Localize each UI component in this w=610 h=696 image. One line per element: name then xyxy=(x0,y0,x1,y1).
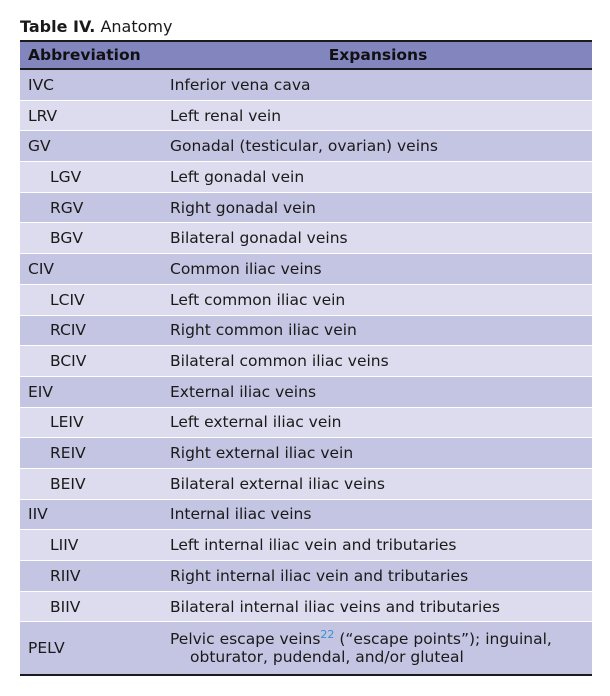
reference-link[interactable]: 22 xyxy=(320,628,335,642)
table-row xyxy=(20,162,592,193)
abbreviation-cell: CIV xyxy=(28,259,54,278)
table-row xyxy=(20,284,592,315)
abbreviation-cell: BEIV xyxy=(50,474,86,493)
abbreviation-cell: LRV xyxy=(28,106,58,125)
table-row xyxy=(20,100,592,131)
table-label: Table IV. xyxy=(20,17,96,36)
abbreviation-cell: GV xyxy=(28,137,51,156)
table-row xyxy=(20,499,592,530)
expansion-cell: Left external iliac vein xyxy=(170,413,342,432)
table-row xyxy=(20,530,592,561)
expansion-cell: Bilateral common iliac veins xyxy=(170,352,389,371)
abbreviation-cell: RIIV xyxy=(50,566,81,585)
abbreviation-cell: REIV xyxy=(50,444,86,463)
table-row xyxy=(20,438,592,469)
expansion-cell: Left internal iliac vein and tributaries xyxy=(170,536,457,555)
expansion-cell: Gonadal (testicular, ovarian) veins xyxy=(170,137,438,156)
table-row xyxy=(20,254,592,285)
expansions-header: Expansions xyxy=(328,46,428,64)
abbreviation-cell: EIV xyxy=(28,382,53,401)
abbreviation-cell: LEIV xyxy=(50,413,84,432)
expansion-cell: Right common iliac vein xyxy=(170,321,357,340)
abbreviation-cell: LCIV xyxy=(50,290,85,309)
abbreviation-table xyxy=(20,40,592,676)
abbreviation-cell: LIIV xyxy=(50,536,79,555)
table-row xyxy=(20,591,592,622)
expansion-cell xyxy=(164,622,592,676)
table-row xyxy=(20,376,592,407)
expansion-cell: Right internal iliac vein and tributaries xyxy=(170,566,469,585)
expansion-cell: Common iliac veins xyxy=(170,259,322,278)
table-container xyxy=(20,16,592,676)
table-row xyxy=(20,622,592,676)
table-row xyxy=(20,69,592,100)
table-row xyxy=(20,407,592,438)
table-row xyxy=(20,131,592,162)
table-row xyxy=(20,223,592,254)
abbreviation-cell: RGV xyxy=(50,198,84,217)
abbreviation-cell: BCIV xyxy=(50,352,87,371)
abbreviation-cell: BIIV xyxy=(50,597,81,616)
abbreviation-cell: PELV xyxy=(28,639,65,658)
abbreviation-header: Abbreviation xyxy=(28,46,141,64)
expansion-cell: Right external iliac vein xyxy=(170,444,354,463)
expansion-cell: Bilateral external iliac veins xyxy=(170,474,385,493)
expansion-cell: Internal iliac veins xyxy=(170,505,312,524)
abbreviation-cell: BGV xyxy=(50,229,83,248)
table-row xyxy=(20,561,592,592)
header-row xyxy=(20,41,592,69)
table-caption xyxy=(20,16,592,40)
expansion-text: Pelvic escape veins xyxy=(170,630,321,649)
table-row xyxy=(20,315,592,346)
table-row xyxy=(20,346,592,377)
abbreviation-cell: RCIV xyxy=(50,321,86,340)
expansion-text-continued: (“escape points”); inguinal, xyxy=(334,630,552,649)
abbreviation-cell: IIV xyxy=(28,505,48,524)
expansion-cell: Inferior vena cava xyxy=(170,75,311,94)
abbreviation-cell: LGV xyxy=(50,167,82,186)
table-title: Anatomy xyxy=(100,17,173,36)
expansion-text-line2: obturator, pudendal, and/or gluteal xyxy=(190,648,464,667)
abbreviation-cell: IVC xyxy=(28,75,54,94)
table-row xyxy=(20,192,592,223)
expansion-cell: Left renal vein xyxy=(170,106,282,125)
expansion-cell: Bilateral gonadal veins xyxy=(170,229,348,248)
table-row xyxy=(20,468,592,499)
expansion-cell: External iliac veins xyxy=(170,382,317,401)
expansion-cell: Bilateral internal iliac veins and tributaries xyxy=(170,597,500,616)
expansion-cell: Left common iliac vein xyxy=(170,290,346,309)
expansion-cell: Right gonadal vein xyxy=(170,198,316,217)
expansion-cell: Left gonadal vein xyxy=(170,167,305,186)
